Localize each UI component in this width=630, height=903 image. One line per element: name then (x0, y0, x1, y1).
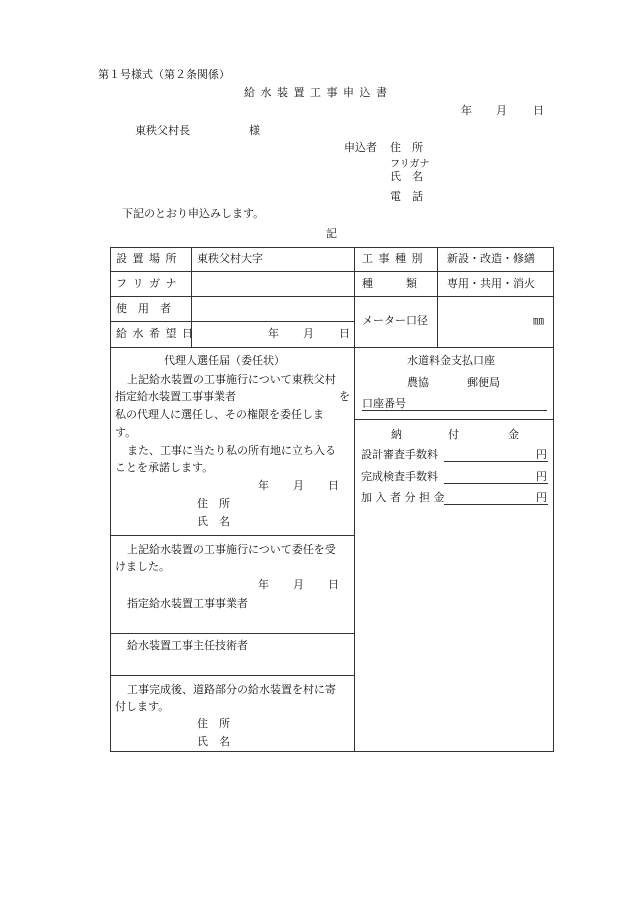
donation-text-line: 工事完成後、道路部分の給水装置を村に寄 (127, 683, 336, 696)
bank-account-title: 水道料金支払口座 (407, 354, 495, 367)
form-number: 第１号様式（第２条関係） (98, 68, 230, 81)
proxy-text-line: を (339, 390, 350, 403)
acceptance-text-line: 上記給水装置の工事施行について委任を受 (127, 543, 336, 556)
divider (110, 535, 354, 536)
addressee: 東秩父村長 (135, 124, 190, 137)
kind-options[interactable]: 専用・共用・消火 (447, 277, 535, 290)
divider (110, 296, 554, 297)
fees-title: 付 (448, 428, 459, 441)
proxy-date-month: 月 (293, 479, 304, 492)
acceptance-date-day: 日 (328, 578, 339, 591)
completion-inspection-fee-line (444, 483, 548, 484)
work-type-label: 工 事 種 別 (362, 252, 424, 265)
acceptance-text-line: けました。 (115, 560, 170, 573)
user-label: 使 用 者 (116, 302, 171, 315)
kind-label: 種 類 (362, 277, 417, 290)
proxy-date-day: 日 (328, 479, 339, 492)
divider (110, 321, 354, 322)
work-type-options[interactable]: 新設・改造・修繕 (447, 252, 535, 265)
date-day-label: 日 (533, 104, 544, 117)
applicant-name-label: 氏 名 (390, 170, 423, 183)
proxy-text-line: 上記給水装置の工事施行について東秩父村 (127, 373, 336, 386)
divider (110, 347, 554, 348)
location-value[interactable]: 東秩父村大字 (197, 252, 263, 265)
donation-address-label: 住 所 (197, 717, 230, 730)
fees-title: 金 (508, 428, 519, 441)
desired-date-year: 年 (268, 327, 279, 340)
desired-date-day: 日 (339, 327, 350, 340)
desired-date-month: 月 (303, 327, 314, 340)
member-share-fee-line (444, 504, 548, 505)
divider (354, 419, 554, 420)
divider (354, 247, 355, 752)
proxy-name-label: 氏 名 (197, 515, 230, 528)
proxy-date-year: 年 (258, 479, 269, 492)
applicant-address-label: 住 所 (390, 141, 423, 154)
intro-text: 下記のとおり申込みします。 (122, 207, 265, 220)
bank-account-number-label: 口座番号 (362, 397, 406, 410)
proxy-text-line: す。 (115, 426, 137, 439)
acceptance-contractor-label: 指定給水装置工事事業者 (127, 597, 248, 610)
honorific: 様 (249, 124, 260, 137)
proxy-address-label: 住 所 (197, 497, 230, 510)
yen-unit: 円 (536, 491, 547, 504)
bank-post-office: 郵便局 (467, 376, 500, 389)
divider (110, 271, 554, 272)
acceptance-date-month: 月 (293, 578, 304, 591)
applicant-label: 申込者 (344, 141, 377, 154)
date-month-label: 月 (496, 104, 507, 117)
proxy-text-line: また、工事に当たり私の所有地に立ち入る (127, 444, 336, 457)
bank-nokyo: 農協 (407, 376, 429, 389)
proxy-text-line: 私の代理人に選任し、その権限を委任しま (115, 408, 324, 421)
fees-title: 納 (391, 428, 402, 441)
applicant-phone-label: 電 話 (390, 190, 423, 203)
location-label: 設 置 場 所 (116, 252, 178, 265)
proxy-text-line: 指定給水装置工事事業者 (115, 390, 236, 403)
donation-text-line: 付します。 (115, 700, 170, 713)
applicant-furigana-label: フリガナ (390, 159, 430, 170)
design-review-fee-line (444, 461, 548, 462)
design-review-fee-label: 設計審査手数料 (361, 448, 438, 461)
divider (110, 633, 354, 634)
ki-label: 記 (326, 227, 337, 240)
date-year-label: 年 (461, 104, 472, 117)
donation-name-label: 氏 名 (197, 735, 230, 748)
yen-unit: 円 (536, 448, 547, 461)
chief-engineer-label: 給水装置工事主任技術者 (127, 639, 248, 652)
acceptance-date-year: 年 (258, 578, 269, 591)
form-title: 給 水 装 置 工 事 申 込 書 (244, 86, 388, 99)
proxy-title: 代理人選任届（委任状） (164, 354, 285, 367)
divider (437, 247, 438, 347)
furigana-label: フ リ ガ ナ (116, 277, 178, 290)
member-share-fee-label: 加 入 者 分 担 金 (361, 491, 445, 504)
desired-date-label: 給 水 希 望 日 (116, 327, 194, 340)
account-number-line (362, 410, 547, 411)
application-table (110, 247, 554, 752)
divider (110, 675, 354, 676)
completion-inspection-fee-label: 完成検査手数料 (361, 470, 438, 483)
proxy-text-line: ことを承諾します。 (115, 461, 214, 474)
meter-unit: ㎜ (533, 314, 544, 327)
meter-label: メーター口径 (362, 314, 428, 327)
yen-unit: 円 (536, 470, 547, 483)
